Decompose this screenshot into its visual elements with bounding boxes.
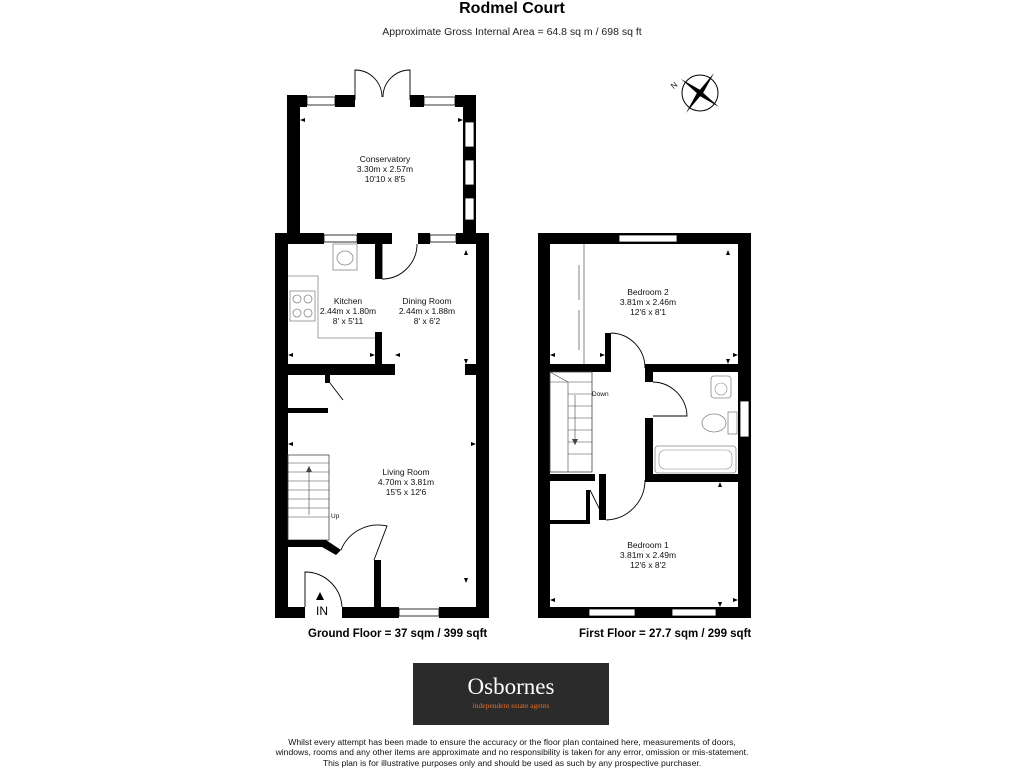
disclaimer-line: This plan is for illustrative purposes only and should be used as such by any prospective purchaser.: [322, 757, 702, 768]
gross-area-subtitle: Approximate Gross Internal Area = 64.8 sq m / 698 sq ft: [382, 26, 642, 38]
bedroom-1-name: Bedroom 1: [627, 540, 669, 550]
wall: [550, 364, 605, 372]
wall: [645, 364, 653, 382]
front-door-swing: [305, 572, 342, 607]
wall: [439, 607, 489, 618]
wall: [335, 95, 355, 107]
bedroom-2-metric: 3.81m x 2.46m: [619, 297, 677, 307]
wall: [375, 233, 382, 279]
wall: [287, 95, 300, 235]
window: [424, 97, 455, 105]
entrance-arrow-icon: [316, 592, 324, 600]
wall: [455, 95, 476, 107]
toilet-icon: [702, 414, 726, 432]
wall: [275, 607, 305, 618]
conservatory-name: Conservatory: [359, 154, 411, 164]
wall: [288, 408, 328, 413]
kitchen-name: Kitchen: [333, 296, 363, 306]
wall: [275, 233, 288, 618]
window: [465, 198, 474, 220]
door-swing: [606, 480, 645, 520]
door-swing: [383, 70, 410, 100]
kitchen-metric: 2.44m x 1.80m: [319, 306, 377, 316]
wall: [342, 607, 399, 618]
door-swing: [330, 383, 343, 400]
disclaimer-line: Whilst every attempt has been made to ensure the accuracy or the floor plan contained here, measurements of doors,: [288, 737, 736, 747]
logo-tagline: independent estate agents: [472, 701, 550, 710]
wall: [374, 560, 381, 607]
wall: [288, 364, 395, 375]
window: [430, 235, 456, 242]
dining-room-metric: 2.44m x 1.88m: [398, 306, 456, 316]
wall: [410, 95, 424, 107]
hob-icon: [290, 291, 315, 321]
wall: [275, 233, 324, 244]
wall: [550, 474, 595, 481]
wall: [605, 333, 611, 372]
compass-rose-icon: [669, 73, 719, 113]
living-room-name: Living Room: [382, 467, 430, 477]
conservatory-imperial: 10'10 x 8'5: [364, 174, 406, 184]
logo-name: Osbornes: [467, 674, 555, 699]
ground-floor-area: Ground Floor = 37 sqm / 399 sqft: [308, 628, 488, 640]
ground-floor-plan: [275, 70, 489, 618]
bedroom-1-metric: 3.81m x 2.49m: [619, 550, 677, 560]
wall: [538, 233, 550, 618]
wall: [645, 474, 652, 482]
living-room-imperial: 15'5 x 12'6: [385, 487, 427, 497]
stairs: [288, 455, 329, 540]
wall: [599, 474, 606, 520]
wall: [538, 607, 751, 618]
wall: [550, 520, 590, 524]
window: [307, 97, 335, 105]
kitchen-imperial: 8' x 5'11: [332, 316, 364, 326]
wall: [645, 418, 653, 482]
door-swing: [355, 70, 382, 100]
wall: [456, 233, 489, 244]
window: [465, 160, 474, 185]
stairs-down-label: Down: [592, 391, 609, 398]
page-title: Rodmel Court: [459, 0, 565, 17]
disclaimer-line: windows, rooms and any other items are approximate and no responsibility is taken for any error, omission or mis-statement.: [275, 747, 749, 758]
window: [324, 235, 357, 242]
compass-north-label: N: [669, 80, 680, 91]
wall: [465, 364, 476, 375]
wall: [287, 95, 307, 107]
agent-logo: [413, 663, 609, 725]
first-floor-area: First Floor = 27.7 sqm / 299 sqft: [579, 628, 752, 640]
window: [399, 609, 439, 616]
stairs-up-label: Up: [331, 513, 340, 520]
door-swing: [590, 490, 600, 510]
window: [465, 122, 474, 147]
window: [619, 235, 677, 242]
window: [589, 609, 635, 616]
wall: [288, 540, 341, 555]
cistern-icon: [728, 412, 737, 434]
door-swing: [341, 525, 387, 560]
wall: [645, 364, 738, 372]
dining-room-name: Dining Room: [402, 296, 452, 306]
wall: [357, 233, 392, 244]
window: [740, 401, 749, 437]
wall: [418, 233, 430, 244]
wall: [645, 474, 738, 482]
disclaimer: [0, 737, 1024, 768]
wall: [476, 233, 489, 618]
wall: [325, 375, 330, 383]
bedroom-1-imperial: 12'6 x 8'2: [630, 560, 666, 570]
stairs: [550, 372, 592, 472]
conservatory-metric: 3.30m x 2.57m: [356, 164, 414, 174]
window: [672, 609, 716, 616]
door-swing: [653, 382, 687, 416]
door-swing: [611, 333, 645, 368]
living-room-metric: 4.70m x 3.81m: [377, 477, 435, 487]
dining-room-imperial: 8' x 6'2: [413, 316, 441, 326]
entrance-label: IN: [316, 604, 328, 618]
bedroom-2-imperial: 12'6 x 8'1: [630, 307, 666, 317]
door-swing: [382, 244, 417, 279]
wall: [586, 490, 590, 524]
bedroom-2-name: Bedroom 2: [627, 287, 669, 297]
